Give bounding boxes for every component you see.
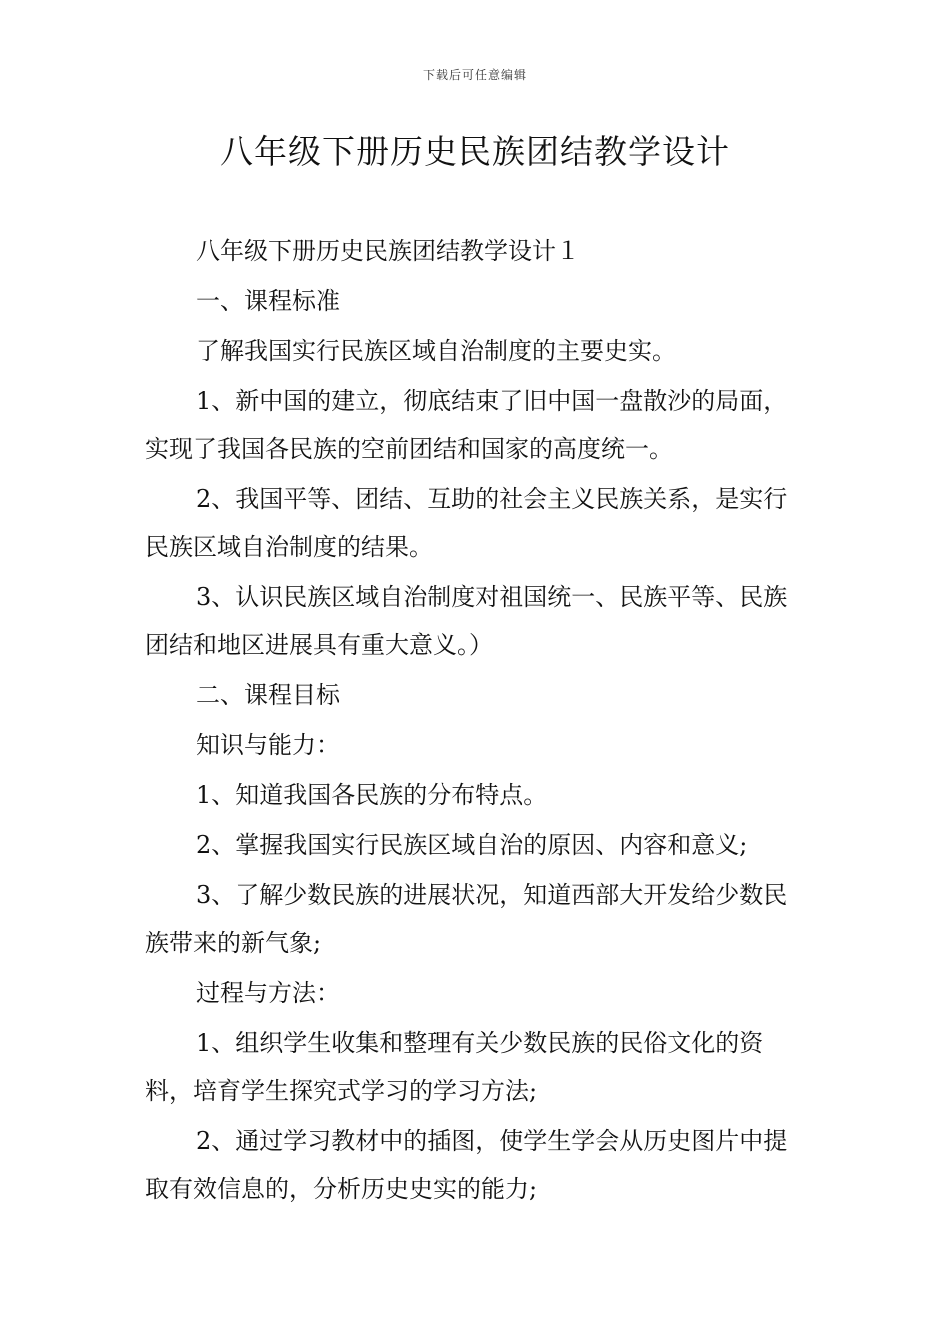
paragraph: 2、我国平等、团结、互助的社会主义民族关系，是实行民族区域自治制度的结果。	[145, 485, 788, 561]
paragraph: 1、新中国的建立，彻底结束了旧中国一盘散沙的局面，实现了我国各民族的空前团结和国家的高度统一。	[145, 387, 788, 463]
paragraph: 过程与方法：	[196, 979, 340, 1007]
paragraph: 1、知道我国各民族的分布特点。	[196, 781, 548, 809]
paragraph: 二、课程目标	[196, 681, 340, 709]
paragraph: 3、认识民族区域自治制度对祖国统一、民族平等、民族团结和地区进展具有重大意义。）	[145, 583, 788, 659]
paragraph: 一、课程标准	[196, 287, 340, 315]
document-title: 八年级下册历史民族团结教学设计	[220, 132, 730, 171]
document-body	[145, 227, 810, 1215]
paragraph: 1、组织学生收集和整理有关少数民族的民俗文化的资料，培育学生探究式学习的学习方法;	[145, 1029, 764, 1105]
paragraph: 3、了解少数民族的进展状况，知道西部大开发给少数民族带来的新气象;	[145, 881, 788, 957]
paragraph: 八年级下册历史民族团结教学设计１	[196, 237, 580, 265]
paragraph: 知识与能力：	[196, 731, 340, 759]
paragraph: 了解我国实行民族区域自治制度的主要史实。	[196, 337, 676, 365]
paragraph: 2、通过学习教材中的插图，使学生学会从历史图片中提取有效信息的，分析历史史实的能力;	[145, 1127, 788, 1203]
header-note: 下载后可任意编辑	[422, 68, 527, 82]
paragraph: 2、掌握我国实行民族区域自治的原因、内容和意义;	[196, 831, 748, 859]
